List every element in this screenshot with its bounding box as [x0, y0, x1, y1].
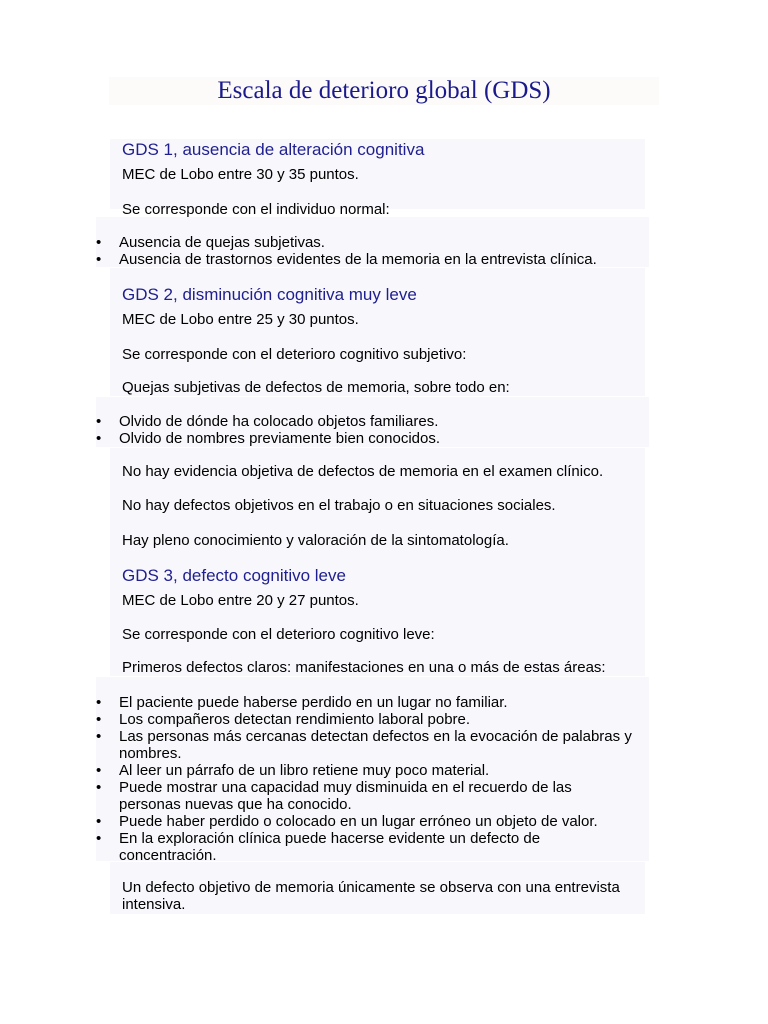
correspondence-text: Se corresponde con el individuo normal: [122, 201, 390, 218]
intro-text: Primeros defectos claros: manifestaciones en una o más de estas áreas: [122, 659, 606, 676]
intro-text: Quejas subjetivas de defectos de memoria, sobre todo en: [122, 379, 510, 396]
bullet-icon: • [96, 251, 102, 268]
mec-range: MEC de Lobo entre 30 y 35 puntos. [122, 166, 359, 183]
section-gds-3 [122, 565, 346, 586]
list-item: • Ausencia de trastornos evidentes de la memoria en la entrevista clínica. [96, 251, 597, 268]
symptom-list [96, 234, 652, 268]
bullet-icon: • [96, 728, 102, 745]
bullet-icon: • [96, 813, 102, 830]
list-item: • Los compañeros detectan rendimiento laboral pobre. [96, 711, 471, 728]
symptom-list [96, 694, 652, 864]
bullet-icon: • [96, 413, 102, 430]
mec-range: MEC de Lobo entre 20 y 27 puntos. [122, 592, 359, 609]
correspondence-text: Se corresponde con el deterioro cognitivo subjetivo: [122, 346, 467, 363]
list-item: • Las personas más cercanas detectan defectos en la evocación de palabras y nombres. [96, 728, 632, 762]
list-item: • En la exploración clínica puede hacerse evidente un defecto de concentración. [96, 830, 541, 864]
list-item: • Al leer un párrafo de un libro retiene muy poco material. [96, 762, 490, 779]
bullet-icon: • [96, 711, 102, 728]
observation-text: Hay pleno conocimiento y valoración de la sintomatología. [122, 532, 509, 549]
bullet-icon: • [96, 694, 102, 711]
list-item: • Puede mostrar una capacidad muy disminuida en el recuerdo de las personas nuevas que ha conocido. [96, 779, 572, 813]
list-item: • Olvido de nombres previamente bien conocidos. [96, 430, 441, 447]
section-gds-1 [122, 139, 424, 160]
closing-text: Un defecto objetivo de memoria únicamente se observa con una entrevista intensiva. [122, 879, 620, 913]
correspondence-text: Se corresponde con el deterioro cognitivo leve: [122, 626, 435, 643]
list-item: • Ausencia de quejas subjetivas. [96, 234, 325, 251]
symptom-list [96, 413, 652, 447]
section-gds-2 [122, 284, 417, 305]
observation-text: No hay evidencia objetiva de defectos de memoria en el examen clínico. [122, 463, 604, 480]
list-item: • Puede haber perdido o colocado en un lugar erróneo un objeto de valor. [96, 813, 598, 830]
section-heading: GDS 1, ausencia de alteración cognitiva [122, 140, 425, 159]
list-item: • El paciente puede haberse perdido en un lugar no familiar. [96, 694, 508, 711]
bullet-icon: • [96, 830, 102, 847]
bullet-icon: • [96, 234, 102, 251]
section-heading: GDS 3, defecto cognitivo leve [122, 566, 346, 585]
mec-range: MEC de Lobo entre 25 y 30 puntos. [122, 311, 359, 328]
list-item: • Olvido de dónde ha colocado objetos familiares. [96, 413, 439, 430]
section-heading: GDS 2, disminución cognitiva muy leve [122, 285, 417, 304]
page-title: Escala de deterioro global (GDS) [217, 77, 551, 104]
bullet-icon: • [96, 762, 102, 779]
bullet-icon: • [96, 430, 102, 447]
observation-text: No hay defectos objetivos en el trabajo o en situaciones sociales. [122, 497, 556, 514]
bullet-icon: • [96, 779, 102, 796]
